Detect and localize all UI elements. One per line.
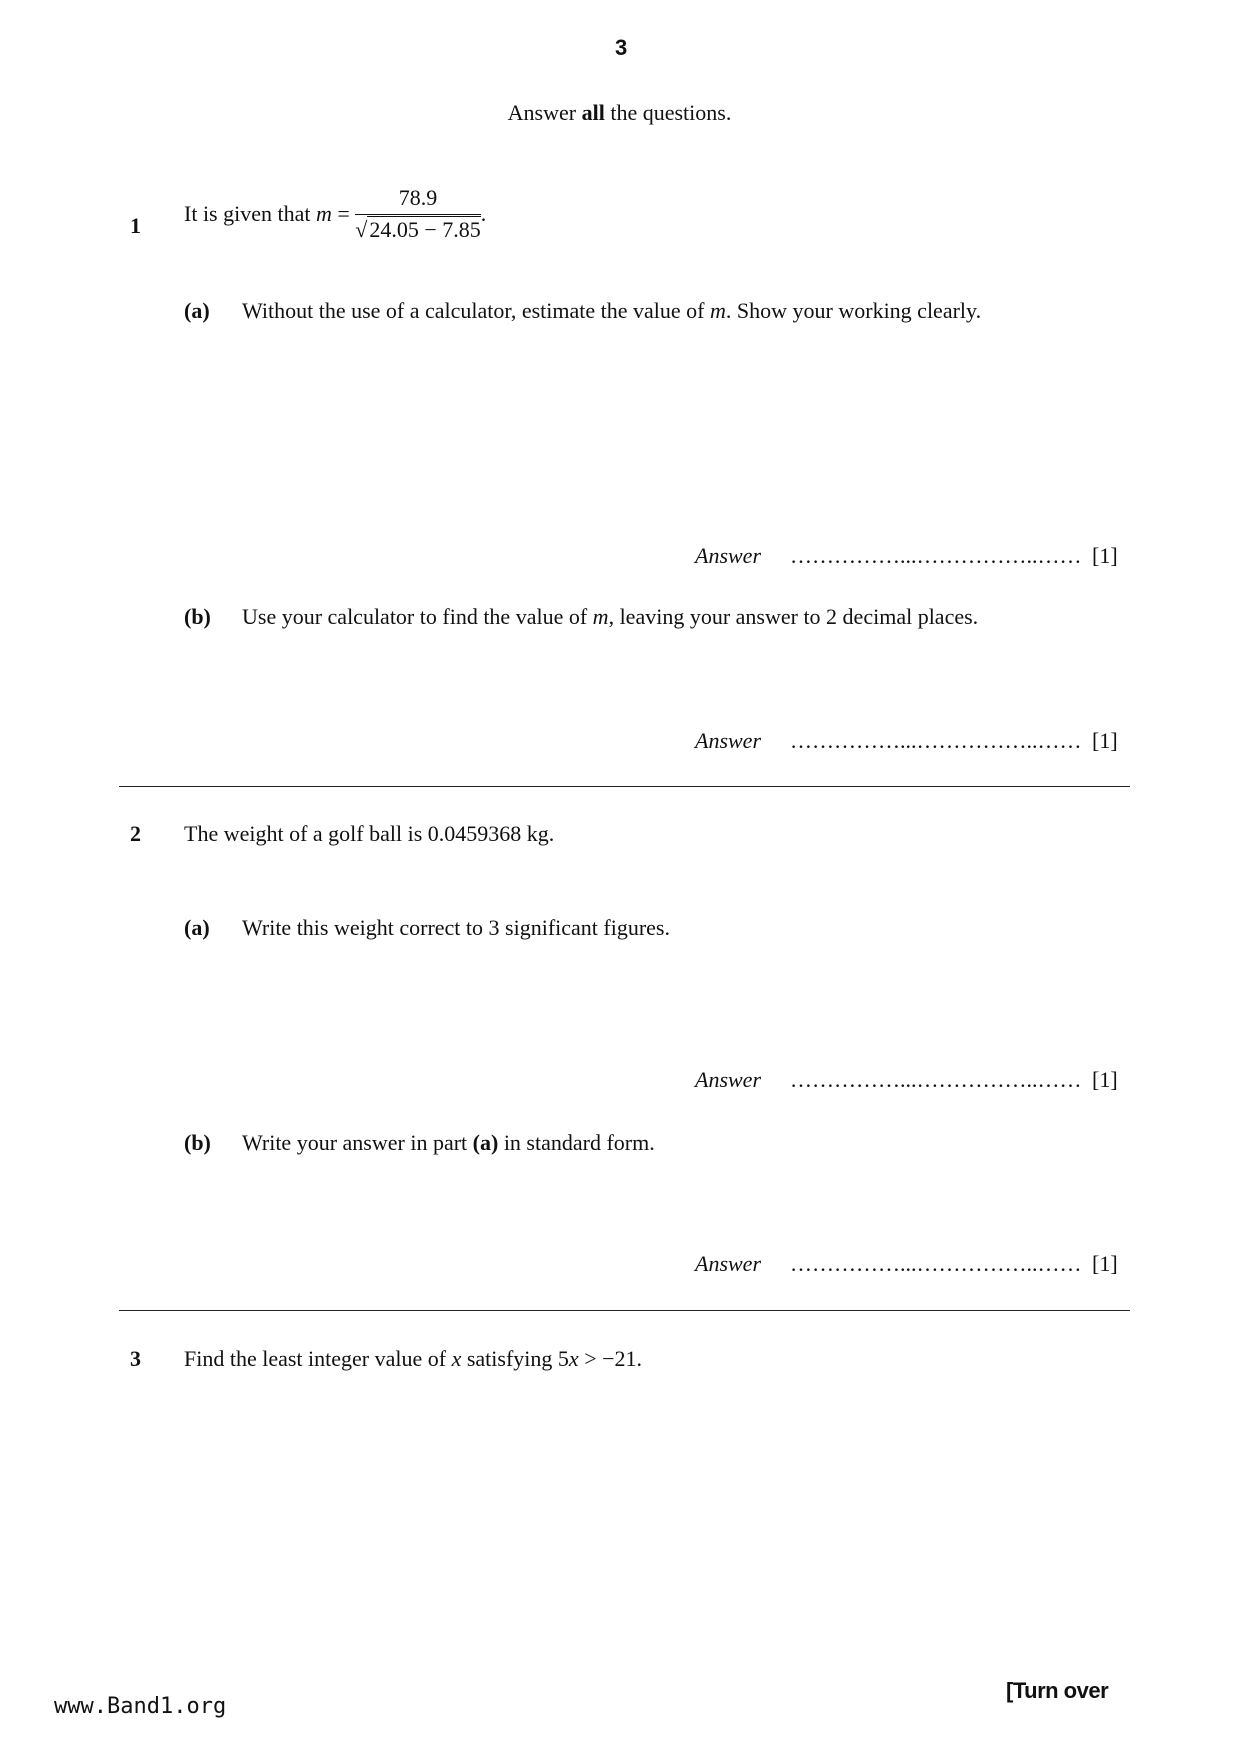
answer-dots[interactable]: ……………...……………..……: [790, 728, 1082, 753]
q1a-t1: Without the use of a calculator, estimate the value of: [242, 298, 711, 323]
q1b-text: [242, 606, 978, 628]
denominator-value: 24.05 − 7.85: [369, 217, 481, 243]
q1a-var: m: [710, 298, 726, 323]
q2a-label: (a): [184, 915, 210, 940]
q2a-text: Write this weight correct to 3 significant figures.: [242, 915, 670, 940]
q1b-label: (b): [184, 604, 211, 629]
q2b-t2: in standard form.: [498, 1130, 655, 1155]
answer-dots[interactable]: ……………...……………..……: [790, 543, 1082, 568]
answer-dots[interactable]: ……………...……………..……: [790, 1067, 1082, 1092]
q1-eq: =: [331, 201, 356, 227]
divider: [119, 786, 1130, 787]
question-2-text: The weight of a golf ball is 0.0459368 kg.: [184, 821, 555, 846]
instruction: [0, 102, 1239, 124]
question-3-text: [184, 1348, 642, 1370]
answer-label: Answer: [695, 1251, 761, 1276]
q1-var: m: [315, 201, 332, 227]
answer-label: Answer: [695, 543, 761, 568]
instruction-text: Answer: [507, 100, 582, 125]
instruction-bold: all: [581, 100, 605, 125]
q3-t1: Find the least integer value of: [184, 1346, 452, 1371]
question-number-3: 3: [130, 1346, 141, 1371]
marks: [1]: [1092, 1067, 1118, 1092]
q3-var: x: [451, 1346, 462, 1371]
q1a-label: (a): [184, 298, 210, 323]
q1b-var: m: [592, 604, 609, 629]
divider: [119, 1310, 1130, 1311]
q2b-label: (b): [184, 1130, 211, 1155]
question-1-text: [184, 186, 486, 242]
q1a-t2: . Show your working clearly.: [725, 298, 982, 323]
numerator: 78.9: [355, 186, 481, 215]
answer-dots[interactable]: ……………...……………..……: [790, 1251, 1082, 1276]
q2b-text: [242, 1132, 655, 1154]
q3-t2: satisfying 5: [461, 1346, 569, 1371]
q1-end: .: [480, 201, 487, 227]
page-number: 3: [615, 35, 628, 60]
turn-over: [Turn over: [1006, 1678, 1109, 1703]
q1-intro: It is given that: [184, 201, 316, 227]
question-number-1: 1: [130, 213, 141, 238]
q1a-text: [242, 300, 981, 322]
answer-label: Answer: [695, 728, 761, 753]
answer-label: Answer: [695, 1067, 761, 1092]
q3-var2: x: [568, 1346, 579, 1371]
q3-t3: > −21.: [578, 1346, 643, 1371]
denominator: [355, 215, 481, 242]
q1b-t2: , leaving your answer to 2 decimal places.: [608, 604, 979, 629]
marks: [1]: [1092, 728, 1118, 753]
q2b-t1: Write your answer in part: [242, 1130, 473, 1155]
question-number-2: 2: [130, 821, 141, 846]
footer-website: www.Band1.org: [54, 1694, 227, 1719]
fraction: [355, 186, 481, 242]
instruction-text-end: the questions.: [604, 100, 732, 125]
sqrt-sign: √: [355, 217, 368, 243]
marks: [1]: [1092, 1251, 1118, 1276]
q2b-ref: (a): [472, 1130, 499, 1155]
marks: [1]: [1092, 543, 1118, 568]
q1b-t1: Use your calculator to find the value of: [242, 604, 593, 629]
